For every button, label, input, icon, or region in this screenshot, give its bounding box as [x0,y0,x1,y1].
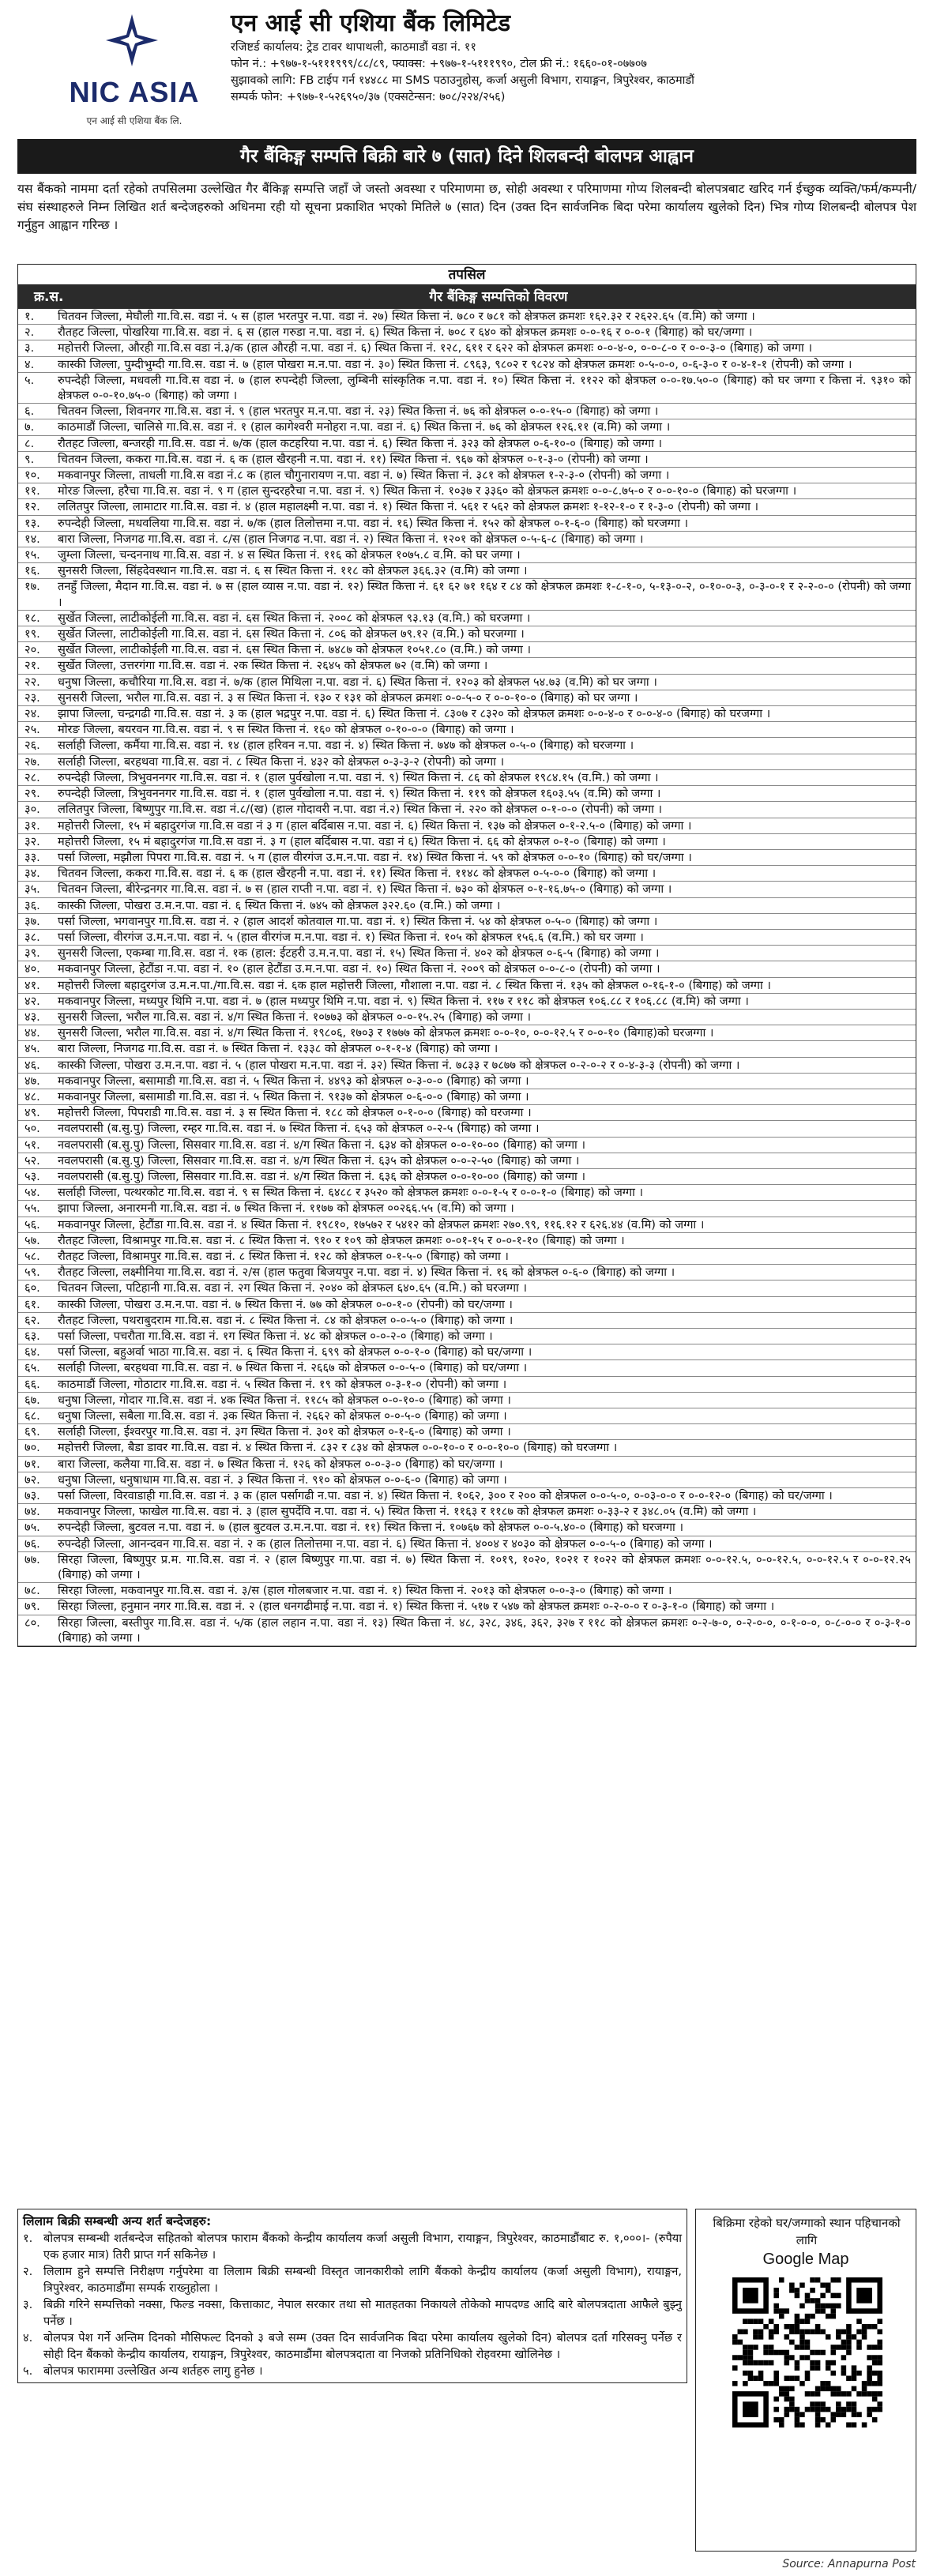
row-sn: ३३. [24,850,40,864]
bank-logo [55,13,213,131]
row-sn: ६३. [24,1329,40,1343]
logo-subtitle: एन आई सी एशिया बैंक लि. [86,115,182,126]
table-row [18,1041,916,1057]
row-description: रौतहट जिल्ला, विश्रामपुर गा.वि.स. वडा नं. ८ स्थित कित्ता नं. १२८ को क्षेत्रफल ०-१-५-० (बिगाह) को जग्गा । [58,1249,509,1263]
row-sn: ७९. [24,1600,40,1614]
table-row [18,325,916,340]
table-row [18,754,916,770]
term-item [23,2263,682,2296]
row-description: धनुषा जिल्ला, धनुषाधाम गा.वि.स. वडा नं. ३ स्थित कित्ता नं. ९१० को क्षेत्रफल ०-०-६-० (बिगाह) को जग्गा । [58,1472,507,1487]
row-sn: ५३. [24,1169,40,1183]
row-description: सुनसरी जिल्ला, भरौल गा.वि.स. वडा नं. ४/ग स्थित कित्ता नं. १०७७३ को क्षेत्रफल ०-०-१५.२५ (बिगाह) को जग्गा । [58,1010,532,1024]
row-description: चितवन जिल्ला, ककरा गा.वि.स. वडा नं. ६ क (हाल खैरहनी न.पा. वडा नं. ११) स्थित कित्ता नं. ११४८ को क्षेत्रफल ०-५-०-० (बिगाह) को जग्गा । [58,867,656,881]
row-sn: ६८. [24,1409,40,1423]
table-row [18,1504,916,1520]
table-row [18,1249,916,1265]
row-description: नवलपरासी (ब.सु.पु) जिल्ला, सिसवार गा.वि.स. वडा नं. ४/ग स्थित कित्ता नं. ६३४ को क्षेत्रफल ०-०-१०-०० (बिगाह) को जग्गा । [58,1138,585,1152]
row-sn: ६७. [24,1393,40,1407]
table-row [18,930,916,946]
table-row [18,1089,916,1105]
row-sn: १८. [24,611,40,625]
row-sn: ४६. [24,1058,40,1072]
table-row [18,436,916,452]
row-description: झापा जिल्ला, चन्द्रगढी गा.वि.स. वडा नं. ३ क (हाल भद्रपुर न.पा. वडा नं. ६) स्थित कित्ता नं. ८३०७ र ८३२० को क्षेत्रफल क्रमशः ०-०-४-० र ०-०-४-० (बिगाह) को घरजग्गा । [58,707,771,721]
row-description: सर्लाही जिल्ला, ईश्वरपुर गा.वि.स. वडा नं. ३ग स्थित कित्ता नं. ३०१ को क्षेत्रफल ०-१-६-० (बिगाह) को जग्गा । [58,1425,511,1439]
table-row [18,1393,916,1408]
row-sn: ५७. [24,1233,40,1247]
row-sn: ३४. [24,867,40,881]
terms-box [17,2209,687,2383]
row-sn: ३१. [24,818,40,833]
row-sn: ३०. [24,803,40,817]
row-sn: २५. [24,723,40,737]
row-sn: ६. [24,404,35,419]
table-row [18,357,916,373]
terms-title: लिलाम बिक्री सम्बन्धी अन्य शर्त बन्देजहरु: [23,2214,212,2228]
row-description: काठमाडौं जिल्ला, गोठाटार गा.वि.स. वडा नं. ५ स्थित कित्ता नं. १९ को क्षेत्रफल ०-३-१-० (रोपनी) को जग्गा । [58,1377,507,1391]
row-description: नवलपरासी (ब.सु.पु) जिल्ला, सिसवार गा.वि.स. वडा नं. ४/ग स्थित कित्ता नं. ६३६ को क्षेत्रफल ०-०-१०-०० (बिगाह) को जग्गा । [58,1169,585,1183]
row-description: कास्की जिल्ला, पोखरा उ.म.न.पा. वडा नं. ७ स्थित कित्ता नं. ७७ को क्षेत्रफल ०-०-१-० (रोपनी) को घर/जग्गा । [58,1297,513,1311]
row-description: नवलपरासी (ब.सु.पु) जिल्ला, रम्हर गा.वि.स. वडा नं. ७ स्थित कित्ता नं. ६५३ को क्षेत्रफल ०-२-५ (बिगाह) को जग्गा । [58,1122,540,1136]
row-sn: ६०. [24,1281,40,1296]
table-row [18,1599,916,1615]
table-caption: तपसिल [18,265,916,285]
row-description: कास्की जिल्ला, पुम्दीभुम्दी गा.वि.स. वडा नं. ७ (हाल पोखरा म.न.पा. वडा नं. ३०) स्थित कित्ता नं. ८९६३, ९८०२ र ९८२४ को क्षेत्रफल क्रमशः ०-५-०-०, ०-६-३-० र ०-४-१-१ (रोपनी) को जग्गा । [58,357,852,371]
row-description: पर्सा जिल्ला, वीरगंज उ.म.न.पा. वडा नं. ५ (हाल वीरगंज म.न.पा. वडा नं. १) स्थित कित्ता नं. १०५ को क्षेत्रफल १५६.६ (व.मि.) को घर जग्गा । [58,930,644,944]
table-row [18,818,916,834]
row-description: बारा जिल्ला, निजगढ गा.वि.स. वडा नं. ८/स (हाल निजगढ न.पा. वडा नं. २) स्थित कित्ता नं. १२०१ को क्षेत्रफल ०-५-६-८ (बिगाह) को जग्गा । [58,532,644,546]
row-description: रुपन्देही जिल्ला, त्रिभुवननगर गा.वि.स. वडा नं. १ (हाल पुर्वखोला न.पा. वडा नं. ९) स्थित कित्ता नं. ८६ को क्षेत्रफल १९८४.१५ (व.मि.) को जग्गा । [58,770,659,784]
row-description: सुर्खेत जिल्ला, लाटीकोईली गा.वि.स. वडा नं. ६स स्थित कित्ता नं. ७४८७ को क्षेत्रफल १०५१.८० (व.मि.) को जग्गा । [58,643,532,657]
table-row [18,642,916,658]
row-description: जुम्ला जिल्ला, चन्दननाथ गा.वि.स. वडा नं. ४ स स्थित कित्ता नं. ११६ को क्षेत्रफल १०७५.८ व.मि. को घर जग्गा । [58,548,521,562]
property-table [17,264,916,1647]
row-sn: १. [24,310,35,323]
row-description: सिरहा जिल्ला, हनुमान नगर गा.वि.स. वडा नं. २ (हाल धनगढीमाई न.पा. वडा नं. १) स्थित कित्ता नं. ५१७ र ५४७ को क्षेत्रफल क्रमशः ०-२-०-० र ०-३-१-० (बिगाह) को जग्गा । [58,1600,775,1614]
term-text: बोलपत्र सम्बन्धी शर्तबन्देज सहितको बोलपत्र फाराम बैंकको केन्द्रीय कार्यालय कर्जा असुली विभाग, रायाङ्गन, त्रिपुरेश्वर, काठमाडौंबाट रु. १,०००।- (रुपैया एक हजार मात्र) तिरी प्राप्त गर्न सकिनेछ । [43,2232,682,2262]
row-description: मोरङ जिल्ला, बयरवन गा.वि.स. वडा नं. ९ स स्थित कित्ता नं. १६० को क्षेत्रफल ०-१०-०-० (बिगाह) को जग्गा । [58,723,514,737]
table-row [18,1074,916,1089]
row-description: तनहुँ जिल्ला, मैदान गा.वि.स. वडा नं. ७ स (हाल व्यास न.पा. वडा नं. १२) स्थित कित्ता नं. ६१ ६२ ७१ १६४ र ८४ को क्षेत्रफल क्रमशः १-८-१-०, ५-१३-०-२, ०-१०-०-३, ०-३-०-१ र २-२-०-० (रोपनी) को जग्गा । [58,580,911,609]
row-sn: २०. [24,643,40,657]
row-description: पर्सा जिल्ला, पचरौता गा.वि.स. वडा नं. १ग स्थित कित्ता नं. ४८ को क्षेत्रफल ०-०-२-० (बिगाह) को जग्गा । [58,1329,493,1343]
row-sn: ७१. [24,1457,40,1471]
row-sn: ५१. [24,1138,40,1152]
row-sn: ५. [24,373,35,387]
row-sn: ७. [24,420,35,434]
bank-header [17,6,918,137]
table-row [18,1583,916,1599]
table-row [18,499,916,515]
table-row [18,690,916,706]
table-row [18,532,916,547]
table-row [18,1360,916,1376]
row-description: रुपन्देही जिल्ला, बुटवल न.पा. वडा नं. ७ (हाल बुटवल उ.म.न.पा. वडा नं. ११) स्थित कित्ता नं. १०७६७ को क्षेत्रफल ०-०-५.४०-० (बिगाह) को घरजग्गा । [58,1521,684,1535]
row-sn: ५६. [24,1217,40,1232]
table-row [18,373,916,404]
row-description: धनुषा जिल्ला, गोदार गा.वि.स. वडा नं. ४क स्थित कित्ता नं. ११८५ को क्षेत्रफल ०-०-१०-० (बिगाह) को जग्गा । [58,1393,511,1407]
row-sn: २९. [24,787,40,801]
table-row [18,834,916,850]
row-description: मकवानपुर जिल्ला, मध्यपुर थिमि न.पा. वडा नं. ७ (हाल मध्यपुर थिमि न.पा. वडा नं. ९) स्थित कित्ता नं. ११७ र ११८ को क्षेत्रफल १०६.८८ र १०६.८८ (व.मि) को जग्गा । [58,994,749,1008]
table-row [18,1615,916,1646]
row-description: मकवानपुर जिल्ला, बसामाडी गा.वि.स. वडा नं. ५ स्थित कित्ता नं. ९१३७ को क्षेत्रफल ०-६-०-० (बिगाह) को जग्गा । [58,1089,529,1104]
table-row [18,1121,916,1137]
term-number: २. [23,2265,33,2278]
table-row [18,978,916,994]
table-row [18,1377,916,1393]
table-row [18,738,916,754]
table-row [18,1233,916,1249]
row-sn: १९. [24,627,40,641]
table-row [18,1280,916,1296]
row-description: सिरहा जिल्ला, मकवानपुर गा.वि.स. वडा नं. ३/स (हाल गोलबजार न.पा. वडा नं. १) स्थित कित्ता नं. २०१३ को क्षेत्रफल ०-०-३-० (बिगाह) को जग्गा । [58,1584,672,1598]
row-sn: ६९. [24,1425,40,1439]
row-description: मकवानपुर जिल्ला, हेटौंडा न.पा. वडा नं. १० (हाल हेटौंडा उ.म.न.पा. वडा नं. १०) स्थित कित्ता नं. २००९ को क्षेत्रफल ०-०-८-० (रोपनी) को जग्गा । [58,962,660,976]
table-row [18,1025,916,1041]
row-sn: ५९. [24,1265,40,1280]
row-description: सुनसरी जिल्ला, एकम्बा गा.वि.स. वडा नं. १क (हाल: ईटहरी उ.म.न.पा. वडा नं. १५) स्थित कित्ता नं. ४०२ को क्षेत्रफल ०-६-५ (बिगाह) को जग्गा । [58,946,660,961]
table-row [18,1440,916,1456]
row-sn: ५४. [24,1186,40,1200]
row-sn: ७८. [24,1584,40,1598]
row-description: पर्सा जिल्ला, विरवाडाही गा.वि.स. वडा नं. ३ क (हाल पर्सागढी न.पा. वडा नं. ४) स्थित कित्ता नं. १०६२, ३०० र २०० को क्षेत्रफल ०-०-५-०, ०-०३-०-० र ०-०-१२-० (बिगाह) को घर/जग्गा । [58,1489,833,1503]
table-row [18,1010,916,1025]
term-text: बिक्री गरिने सम्पत्तिको नक्सा, फिल्ड नक्सा, कित्ताकाट, नेपाल सरकार तथा सो मातहतका निकायले तोकेको मापदण्ड आदि बारे बोलपत्रदाता आफैले बुझ्नु पर्नेछ । [43,2298,682,2328]
notice-title: गैर बैंकिङ्ग सम्पत्ति बिक्री बारे ७ (सात) दिने शिलबन्दी बोलपत्र आह्वान [17,139,916,174]
row-sn: १६. [24,564,40,578]
row-description: मकवानपुर जिल्ला, ताधली गा.वि.स वडा नं.८ क (हाल चौगुनारायण न.पा. वडा नं. ७) स्थित कित्ता नं. ३८१ को क्षेत्रफल १-२-३-० (रोपनी) को जग्गा । [58,468,670,483]
row-sn: ५०. [24,1122,40,1136]
row-sn: १४. [24,532,40,546]
row-description: चितवन जिल्ला, मेघौली गा.वि.स. वडा नं. ५ स (हाल भरतपुर न.पा. वडा नं. २७) स्थित कित्ता नं. ७८० र ७८१ को क्षेत्रफल क्रमशः १६२.३२ र २६२२.६५ (व.मि) को जग्गा । [58,310,755,323]
table-body [18,309,916,1646]
table-row [18,802,916,818]
term-item [23,2296,682,2330]
row-description: महोत्तरी जिल्ला, बैडा डावर गा.वि.स. वडा नं. ४ स्थित कित्ता नं. ८३२ र ८३४ को क्षेत्रफल ०-०-१०-० र ०-०-१०-० (बिगाह) को घरजग्गा । [58,1441,618,1455]
logo-text: NIC ASIA [69,76,200,108]
row-description: झापा जिल्ला, अनारमनी गा.वि.स. वडा नं. ७ स्थित कित्ता नं. ११७७ को क्षेत्रफल ००२६६.५५ (व.मि) को जग्गा । [58,1202,514,1216]
row-description: सर्लाही जिल्ला, बरहथवा गा.वि.स. वडा नं. ७ स्थित कित्ता नं. २६६७ को क्षेत्रफल ०-०-५-० (बिगाह) को घर/जग्गा । [58,1361,528,1375]
google-map-label: Google Map [762,2251,849,2268]
row-sn: १५. [24,548,40,562]
row-sn: ७०. [24,1441,40,1455]
table-row [18,1488,916,1504]
table-row [18,946,916,961]
row-description: महोत्तरी जिल्ला बहादुरगंज उ.म.न.पा./गा.वि.स. वडा नं. ६क हाल महोत्तरी जिल्ला, गौशाला न.पा. वडा नं. ८ स्थित कित्ता नं. १३५ को क्षेत्रफल ०-१६-१-० (बिगाह) को जग्गा । [58,978,771,992]
row-sn: २८. [24,770,40,784]
row-sn: ७५. [24,1521,40,1535]
row-description: सुर्खेत जिल्ला, लाटीकोईली गा.वि.स. वडा नं. ६स स्थित कित्ता नं. ८०६ को क्षेत्रफल ७९.१२ (व.मि.) को घरजग्गा । [58,627,525,641]
terms-list [23,2230,682,2379]
row-description: चितवन जिल्ला, बीरेन्द्रनगर गा.वि.स. वडा नं. ७ स (हाल राप्ती न.पा. वडा नं. १) स्थित कित्ता नं. ७३० को क्षेत्रफल ०-१-१६.७५-० (बिगाह) को जग्गा । [58,882,672,897]
star-logo-icon [104,13,160,68]
row-sn: २७. [24,754,40,769]
row-description: सिरहा जिल्ला, बिष्णुपुर प्र.म. गा.वि.स. वडा नं. २ (हाल बिष्णुपुर गा.पा. वडा नं. ७) स्थित कित्ता नं. १०१९, १०२०, १०२१ र १०२२ को क्षेत्रफल क्रमशः ०-०-१२.५, ०-०-१२.५, ०-०-१२.५ र ०-०-१२.२५ (बिगाह) को जग्गा । [58,1552,911,1582]
row-description: सर्लाही जिल्ला, पत्थरकोट गा.वि.स. वडा नं. ९ स स्थित कित्ता नं. ६४८८ र ३५२० को क्षेत्रफल क्रमशः ०-०-१-५ र ०-०-१-० (बिगाह) को जग्गा । [58,1186,644,1200]
row-sn: ४८. [24,1089,40,1104]
term-number: १. [23,2232,33,2245]
table-row [18,611,916,626]
row-description: सुनसरी जिल्ला, सिंहदेवस्थान गा.वि.स. वडा नं. ६ स स्थित कित्ता नं. ११८ को क्षेत्रफल ३६६.३२ (व.मि) को जग्गा । [58,564,528,578]
term-text: बोलपत्र पेश गर्ने अन्तिम दिनको मौसिफल्ट दिनको ३ बजे सम्म (उक्त दिन सार्वजनिक बिदा परेमा कार्यालय खुलेको दिन) बोलपत्र दर्ता गरिसक्नु पर्नेछ र सोही दिन बैंकको केन्द्रीय कार्यालय, रायाङ्गन, त्रिपुरेश्वर, काठमाडौंमा बोलपत्रदाता वा निजको प्रतिनिधिको रोहवरमा खोलिनेछ । [43,2331,682,2361]
term-item [23,2363,682,2379]
row-sn: ७२. [24,1472,40,1487]
table-row [18,563,916,579]
table-row [18,866,916,882]
row-description: ललितपुर जिल्ला, लामाटार गा.वि.स. वडा नं. ४ (हाल महालक्ष्मी न.पा. वडा नं. १) स्थित कित्ता नं. ५६१ र ५६२ को क्षेत्रफल क्रमशः १-१२-१-० र १-३-० (रोपनी) को जग्गा । [58,500,759,514]
row-sn: ४७. [24,1074,40,1088]
row-sn: २३. [24,690,40,705]
row-sn: ४०. [24,962,40,976]
row-description: बारा जिल्ला, कलैया गा.वि.स. वडा नं. ७ स्थित कित्ता नं. १२६ को क्षेत्रफल ०-०-३-० (बिगाह) को घर/जग्गा । [58,1457,503,1471]
row-description: रौतहट जिल्ला, विश्रामपुर गा.वि.स. वडा नं. ८ स्थित कित्ता नं. ९१० र १०९ को क्षेत्रफल क्रमशः ०-०१-१५ र ०-०-१-१० (बिगाह) को जग्गा । [58,1233,625,1247]
row-sn: ५५. [24,1202,40,1216]
row-description: रुपन्देही जिल्ला, त्रिभुवननगर गा.वि.स. वडा नं. १ (हाल पुर्वखोला न.पा. वडा नं. ९) स्थित कित्ता नं. ११९ को क्षेत्रफल १६०३.५५ (व.मि) को जग्गा । [58,787,661,801]
table-row [18,770,916,786]
row-sn: १२. [24,500,40,514]
row-sn: १०. [24,468,40,483]
table-row [18,340,916,356]
table-row [18,1552,916,1583]
row-description: महोत्तरी जिल्ला, पिपराडी गा.वि.स. वडा नं. ३ स स्थित कित्ता नं. १८८ को क्षेत्रफल ०-१-०-० (बिगाह) को घरजग्गा । [58,1106,532,1120]
table-row [18,786,916,802]
table-row [18,1472,916,1488]
table-row [18,1313,916,1329]
table-row [18,706,916,722]
row-description: रुपन्देही जिल्ला, मधवलिया गा.वि.स. वडा नं. ७/क (हाल तिलोत्तमा न.पा. वडा नं. १६) स्थित कित्ता नं. १५२ को क्षेत्रफल ०-१-६-० (बिगाह) को घरजग्गा । [58,516,689,530]
table-row [18,1185,916,1201]
qr-code-icon[interactable] [732,2277,882,2427]
row-description: धनुषा जिल्ला, कचौरिया गा.वि.स. वडा नं. ७/क (हाल मिथिला न.पा. वडा नं. ६) स्थित कित्ता नं. १२०३ को क्षेत्रफल ५४.७३ (व.मि) को घर जग्गा । [58,675,657,689]
table-row [18,675,916,690]
header-sn: क्र.स. [34,289,64,305]
table-row [18,722,916,738]
row-sn: १३. [24,516,40,530]
row-description: चितवन जिल्ला, पटिहानी गा.वि.स. वडा नं. २ग स्थित कित्ता नं. २०४० को क्षेत्रफल ६४०.६५ (व.मि.) को घरजग्गा । [58,1281,528,1296]
row-sn: ८. [24,436,35,450]
row-description: पर्सा जिल्ला, बहुअर्वा भाठा गा.वि.स. वडा नं. ६ स्थित कित्ता नं. ६९९ को क्षेत्रफल ०-०-१-० (बिगाह) को घर/जग्गा । [58,1345,532,1359]
row-sn: ६१. [24,1297,40,1311]
row-description: कास्की जिल्ला, पोखरा उ.म.न.पा. वडा नं. ५ (हाल पोखरा म.न.पा. वडा नं. ३२) स्थित कित्ता नं. ७८३३ र ७८७७ को क्षेत्रफल ०-२-०-२ र ०-४-३-३ (रोपनी) को जग्गा । [58,1058,740,1072]
row-description: रुपन्देही जिल्ला, मधवली गा.वि.स वडा नं. ७ (हाल रुपन्देही जिल्ला, लुम्बिनी सांस्कृतिक न.पा. वडा नं. १०) स्थित कित्ता नं. ११२२ को क्षेत्रफल ०-०-१७.५०-० (बिगाह) को घर जग्गा र कित्ता नं. ९३१० को क्षेत्रफल ०-०-१०.७५-० (बिगाह) को जग्गा । [58,373,911,403]
row-sn: ४. [24,357,35,371]
table-row [18,419,916,435]
row-description: रौतहट जिल्ला, बन्जरही गा.वि.स. वडा नं. ७/क (हाल कटहरिया न.पा. वडा नं. ६) स्थित कित्ता नं. ३२३ को क्षेत्रफल ०-६-१०-० (बिगाह) को जग्गा । [58,436,663,450]
table-row [18,1265,916,1280]
table-header [18,285,916,309]
term-item [23,2230,682,2263]
row-sn: २२. [24,675,40,689]
table-row [18,1153,916,1169]
table-row [18,1329,916,1344]
row-sn: २. [24,325,35,340]
table-row [18,1424,916,1440]
row-description: मकवानपुर जिल्ला, हेटौंडा गा.वि.स. वडा नं. ४ स्थित कित्ता नं. १९८१०, १७५७२ र ५४१२ को क्षेत्रफल क्रमशः २७०.९९, ११६.१२ र ६२६.४४ (व.मि) को जग्गा । [58,1217,705,1232]
row-sn: ६६. [24,1377,40,1391]
row-sn: २४. [24,707,40,721]
row-description: धनुषा जिल्ला, सबैला गा.वि.स. वडा नं. ३क स्थित कित्ता नं. २६६२ को क्षेत्रफल ०-०-५-० (बिगाह) को जग्गा । [58,1409,507,1423]
row-description: सिरहा जिल्ला, बस्तीपुर गा.वि.स. वडा नं. ५/क (हाल लहान न.पा. वडा नं. १३) स्थित कित्ता नं. ४८, ३२८, ३४६, ३६२, ३२७ र ११८ को क्षेत्रफल क्रमशः ०-२-७-०, ०-२-०-०, ०-१-०-०, ०-८-०-० र ०-३-१-० (बिगाह) को जग्गा । [58,1615,911,1645]
table-row [18,898,916,914]
table-row [18,914,916,930]
row-description: रुपन्देही जिल्ला, आनन्दवन गा.वि.स. वडा नं. २ क (हाल तिलोत्तमा न.पा. वडा नं. ६) स्थित कित्ता नं. ४००४ र ४०३० को क्षेत्रफल ०-०-५-० (बिगाह) को जग्गा । [58,1536,713,1551]
row-sn: ४१. [24,978,40,992]
row-description: सुर्खेत जिल्ला, लाटीकोईली गा.वि.स. वडा नं. ६स स्थित कित्ता नं. २००८ को क्षेत्रफल ९३.१३ (व.मि.) को घरजग्गा । [58,611,531,625]
row-sn: ११. [24,484,40,498]
row-description: मकवानपुर जिल्ला, फाखेल गा.वि.स. वडा नं. ३ (हाल सुपर्देवि न.पा. वडा नं. ५) स्थित कित्ता नं. ११६३ र ११८७ को क्षेत्रफल क्रमशः ०-३३-२ र ३४८.०५ (व.मि) को जग्गा । [58,1505,757,1519]
row-sn: ७४. [24,1505,40,1519]
row-description: सुनसरी जिल्ला, भरौल गा.वि.स. वडा नं. ४/ग स्थित कित्ता नं. १९८०६, १७०३ र १७७७ को क्षेत्रफल क्रमशः ०-०-१०, ०-०-१२.५ र ०-०-१० (बिगाह)को घरजग्गा । [58,1026,714,1040]
table-row [18,1058,916,1074]
table-row [18,1138,916,1153]
row-sn: ७७. [24,1552,40,1566]
contact-line: सम्पर्क फोन: +९७७-१-५२६९५०/३७ (एक्सटेन्सन: ७०८/२२४/२५६) [231,91,506,103]
table-row [18,516,916,532]
table-row [18,579,916,610]
row-sn: ४९. [24,1106,40,1120]
bank-contact-info [231,8,910,106]
row-description: महोत्तरी जिल्ला, औरही गा.वि.स वडा नं.३/क (हाल औरही न.पा. वडा नं. ६) स्थित कित्ता नं. १२८, ६११ र ६२२ को क्षेत्रफल क्रमशः ०-०-४-०, ०-०-८-० र ०-०-३-० (बिगाह) को जग्गा । [58,341,812,355]
term-text: बोलपत्र फाराममा उल्लेखित अन्य शर्तहरु लागु हुनेछ । [43,2364,263,2378]
row-description: कास्की जिल्ला, पोखरा उ.म.न.पा. वडा नं. ६ स्थित कित्ता नं. ७४५ को क्षेत्रफल ३२२.६० (व.मि.) को जग्गा । [58,898,501,912]
row-sn: ७६. [24,1536,40,1551]
row-sn: ३७. [24,914,40,928]
row-description: चितवन जिल्ला, ककरा गा.वि.स. वडा नं. ६ क (हाल खैरहनी न.पा. वडा नं. ११) स्थित कित्ता नं. ९६७ को क्षेत्रफल ०-१-३-० (रोपनी) को जग्गा । [58,452,649,466]
term-number: ५. [23,2364,33,2378]
term-item [23,2330,682,2363]
table-row [18,994,916,1010]
intro-paragraph: यस बैंकको नाममा दर्ता रहेको तपसिलमा उल्लेखित गैर बैंकिङ्ग सम्पत्ति जहाँ जे जस्तो अवस्था र परिमाणमा छ, सोही अवस्था र परिमाणमा गोप्य शिलबन्दी बोलपत्रबाट खरिद गर्न ईच्छुक व्यक्ति/फर्म/कम्पनी/संघ संस्थाहरुले निम्न लिखित शर्त बन्देजहरुको अधिनमा रही यो सूचना प्रकाशित भएको मितिले ७ (सात) दिन (उक्त दिन सार्वजनिक बिदा परेमा कार्यालय खुलेको दिन) भित्र गोप्य शिलबन्दी बोलपत्र पेश गर्नुहुन आह्वान गरिन्छ । [17,182,916,232]
row-sn: ३९. [24,946,40,961]
row-sn: ४३. [24,1010,40,1024]
table-row [18,1217,916,1233]
table-row [18,1344,916,1360]
table-row [18,658,916,674]
bank-name: एन आई सी एशिया बैंक लिमिटेड [231,9,510,37]
table-row [18,452,916,468]
row-description: मोरङ जिल्ला, हरैचा गा.वि.स. वडा नं. ९ ग (हाल सुन्दरहरैचा न.पा. वडा नं. ९) स्थित कित्ता नं. १०३७ र ३३६० को क्षेत्रफल क्रमशः ०-०-८.७५-० र ०-०-१०-० (बिगाह) को घरजग्गा । [58,484,797,498]
term-text: लिलाम हुने सम्पत्ति निरीक्षण गर्नुपरेमा वा लिलाम बिक्री सम्बन्धी विस्तृत जानकारीको लागि बैंकको केन्द्रीय कार्यालय (कर्जा असुली विभाग), रायाङ्गन, त्रिपुरेश्वर, काठमाडौंमा सम्पर्क राख्नुहोला । [43,2265,682,2295]
term-number: ३. [23,2298,33,2311]
table-row [18,468,916,483]
row-description: पर्सा जिल्ला, भगवानपुर गा.वि.स. वडा नं. २ (हाल आदर्श कोतवाल गा.पा. वडा नं. १) स्थित कित्ता नं. ५४ को क्षेत्रफल ०-५-० (बिगाह) को जग्गा । [58,914,658,928]
row-sn: २६. [24,739,40,753]
row-description: सुर्खेत जिल्ला, उत्तरगंगा गा.वि.स. वडा नं. २क स्थित कित्ता नं. २६४५ को क्षेत्रफल ७२ (व.मि) को जग्गा । [58,659,488,673]
address-line: रजिष्टर्ड कार्यालय: ट्रेड टावर थापाथली, काठमाडौं वडा नं. ११ [231,41,476,54]
row-sn: ३२. [24,834,40,848]
row-description: रौतहट जिल्ला, लक्ष्मीनिया गा.वि.स. वडा नं. २/स (हाल फतुवा बिजयपुर न.पा. वडा नं. ४) स्थित कित्ता नं. १६ को क्षेत्रफल ०-६-० (बिगाह) को जग्गा । [58,1265,675,1280]
table-row [18,483,916,499]
qr-panel [695,2209,916,2552]
table-row [18,404,916,419]
row-description: सर्लाही जिल्ला, बरहथवा गा.वि.स. वडा नं. ८ स्थित कित्ता नं. ४३२ को क्षेत्रफल ०-३-३-२ (रोपनी) को जग्गा । [58,754,505,769]
row-sn: ४४. [24,1026,40,1040]
term-number: ४. [23,2331,33,2345]
phone-line: फोन नं.: +९७७-१-५१११९९९/८८/८९, फ्याक्स: +९७७-१-५१११९९०, टोल फ्री नं.: १६६०-०१-०७७०७ [231,58,647,70]
row-description: ललितपुर जिल्ला, बिष्णुपुर गा.वि.स. वडा नं.८/(ख) (हाल गोदावरी न.पा. वडा नं.२) स्थित कित्ता नं. २२० को क्षेत्रफल ०-१-०-० (रोपनी) को जग्गा । [58,803,663,817]
row-description: सुनसरी जिल्ला, भरौल गा.वि.स. वडा नं. ३ स स्थित कित्ता नं. १३० र १३१ को क्षेत्रफल क्रमशः ०-०-५-० र ०-०-१०-० (बिगाह) को घर जग्गा । [58,690,638,705]
table-row [18,1520,916,1536]
table-row [18,1201,916,1217]
row-sn: ३८. [24,930,40,944]
row-sn: ६४. [24,1345,40,1359]
table-row [18,626,916,642]
table-row [18,309,916,325]
row-sn: १७. [24,580,40,594]
row-description: मकवानपुर जिल्ला, बसामाडी गा.वि.स. वडा नं. ५ स्थित कित्ता नं. ४४९३ को क्षेत्रफल ०-३-०-० (बिगाह) को जग्गा । [58,1074,529,1088]
row-sn: ६५. [24,1361,40,1375]
table-row [18,547,916,563]
table-row [18,961,916,977]
table-row [18,1297,916,1313]
table-row [18,1536,916,1552]
row-sn: २१. [24,659,40,673]
table-row [18,1408,916,1424]
row-sn: ५८. [24,1249,40,1263]
row-description: काठमाडौं जिल्ला, चालिसे गा.वि.स. वडा नं. १ (हाल कागेश्वरी मनोहरा न.पा. वडा नं. ६) स्थित कित्ता नं. ७६ को क्षेत्रफल १२६.११ (व.मि) को जग्गा । [58,420,671,434]
table-row [18,1105,916,1121]
qr-caption: बिक्रिमा रहेको घर/जग्गाको स्थान पहिचानको लागि [713,2216,901,2247]
row-description: रौतहट जिल्ला, पोखरिया गा.वि.स. वडा नं. ६ स (हाल गरुडा न.पा. वडा नं. ६) स्थित कित्ता नं. ७०८ र ६४० को क्षेत्रफल क्रमशः ०-०-१६ र ०-०-१ (बिगाह) को घर/जग्गा । [58,325,753,340]
table-row [18,1169,916,1185]
row-sn: ३६. [24,898,40,912]
row-sn: ३५. [24,882,40,897]
row-sn: ४५. [24,1042,40,1056]
row-description: महोत्तरी जिल्ला, १५ मं बहादुरगंज गा.वि.स वडा नं. ३ ग (हाल बर्दिबास न.पा. वडा नं ६) स्थित कित्ता नं. ६६ को क्षेत्रफल ०-१-० (बिगाह) को जग्गा । [58,834,666,848]
row-sn: ९. [24,452,35,466]
row-description: बारा जिल्ला, निजगढ गा.वि.स. वडा नं. ७ स्थित कित्ता नं. १३३८ को क्षेत्रफल ०-१-१-४ (बिगाह) को जग्गा । [58,1042,498,1056]
row-sn: ४२. [24,994,40,1008]
table-row [18,882,916,897]
table-row [18,1457,916,1472]
row-sn: ३. [24,341,35,355]
row-sn: ६२. [24,1313,40,1327]
header-description: गैर बैंकिङ्ग सम्पत्तिको विवरण [429,289,568,305]
row-description: सर्लाही जिल्ला, कर्मैया गा.वि.स. वडा नं. १४ (हाल हरिवन न.पा. वडा नं. ४) स्थित कित्ता नं. ७४७ को क्षेत्रफल ०-५-० (बिगाह) को घरजग्गा । [58,739,634,753]
row-description: पर्सा जिल्ला, मझौला पिपरा गा.वि.स. वडा नं. ५ ग (हाल वीरगंज उ.म.न.पा. वडा नं. १४) स्थित कित्ता नं. ५९ को क्षेत्रफल ०-०-१० (बिगाह) को घर/जग्गा । [58,850,692,864]
row-description: महोत्तरी जिल्ला, १५ मं बहादुरगंज गा.वि.स वडा नं ३ ग (हाल बर्दिबास न.पा. वडा नं. ६) स्थित कित्ता नं. १३७ को क्षेत्रफल ०-१-२.५-० (बिगाह) को जग्गा । [58,818,692,833]
row-sn: ७३. [24,1489,40,1503]
table-row [18,850,916,866]
row-sn: ८०. [24,1615,40,1630]
row-description: रौतहट जिल्ला, पथराबुदराम गा.वि.स. वडा नं. ८ स्थित कित्ता नं. ८४ को क्षेत्रफल ०-०-५-० (बिगाह) को जग्गा । [58,1313,514,1327]
source-credit: Source: Annapurna Post [782,2558,916,2570]
row-sn: ५२. [24,1153,40,1168]
feedback-line: सुझावको लागि: FB टाईप गर्न १४४८८ मा SMS पठाउनुहोस्, कर्जा असुली विभाग, रायाङ्गन, त्रिपुरेश्वर, काठमाडौं [231,74,694,87]
row-description: चितवन जिल्ला, शिवनगर गा.वि.स. वडा नं. ९ (हाल भरतपुर म.न.पा. वडा नं. २३) स्थित कित्ता नं. ७६ को क्षेत्रफल ०-०-१५-० (बिगाह) को जग्गा । [58,404,659,419]
row-description: नवलपरासी (ब.सु.पु) जिल्ला, सिसवार गा.वि.स. वडा नं. ४/ग स्थित कित्ता नं. ६३५ को क्षेत्रफल ०-०-२-५० (बिगाह) को जग्गा । [58,1153,580,1168]
